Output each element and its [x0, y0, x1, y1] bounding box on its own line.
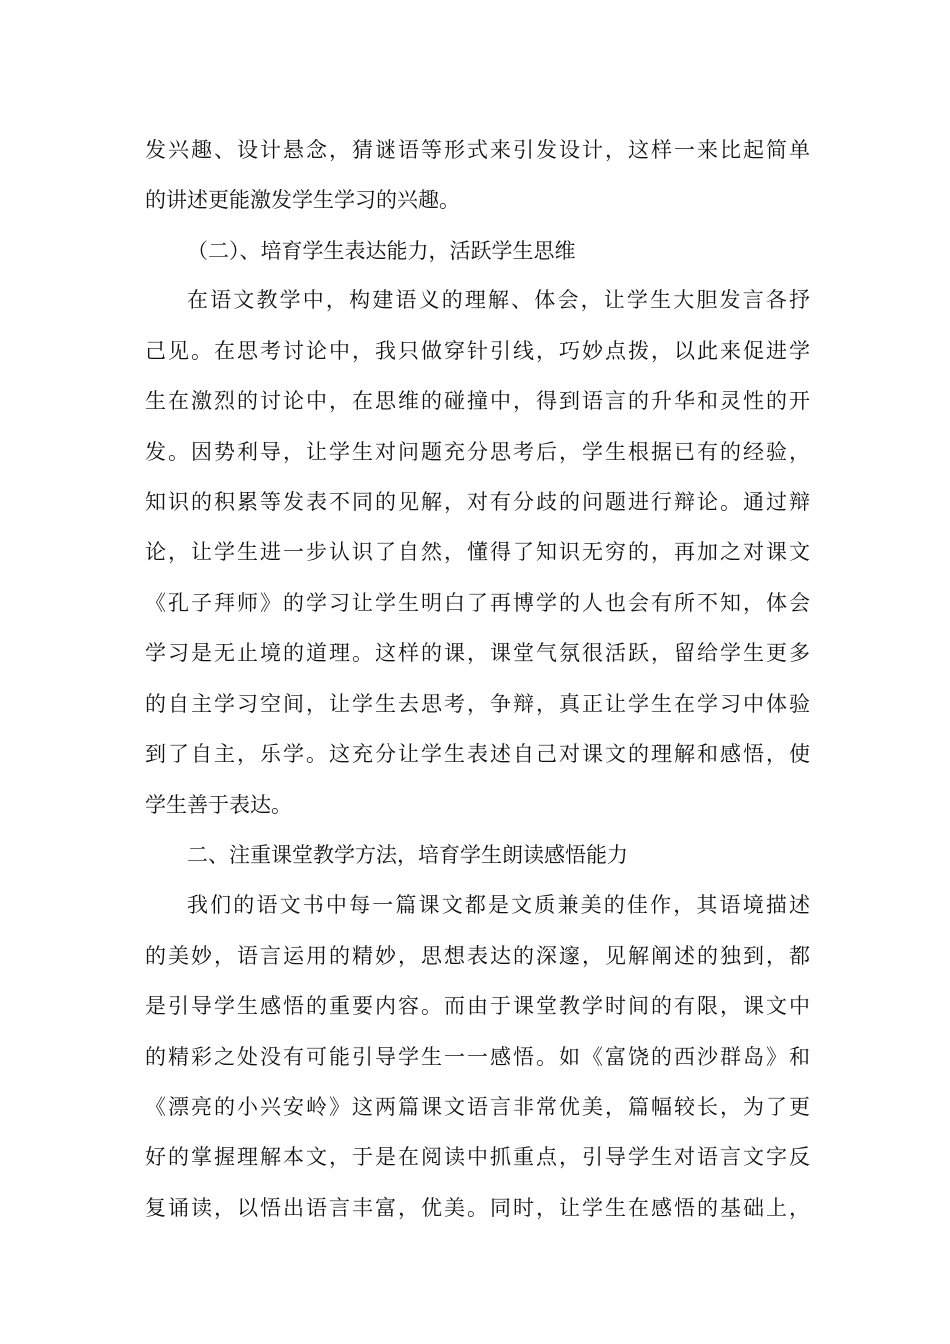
text-line: 的自主学习空间，让学生去思考，争辩，真正让学生在学习中体验: [145, 692, 810, 716]
text-line: 《孔子拜师》的学习让学生明白了再博学的人也会有所不知，体会: [145, 591, 810, 615]
text-line: 到了自主，乐学。这充分让学生表述自己对课文的理解和感悟，使: [145, 742, 810, 766]
text-line: 好的掌握理解本文，于是在阅读中抓重点，引导学生对语言文字反: [145, 1145, 810, 1169]
section-heading: 二、注重课堂教学方法，培育学生朗读感悟能力: [187, 843, 628, 867]
text-line: 在语文教学中，构建语义的理解、体会，让学生大胆发言各抒: [187, 288, 810, 312]
text-line: 的讲述更能激发学生学习的兴趣。: [145, 188, 460, 212]
text-line: 《漂亮的小兴安岭》这两篇课文语言非常优美，篇幅较长，为了更: [145, 1095, 810, 1119]
text-line: 发兴趣、设计悬念，猜谜语等形式来引发设计，这样一来比起简单: [145, 138, 810, 162]
text-line: 知识的积累等发表不同的见解，对有分歧的问题进行辩论。通过辩: [145, 490, 810, 514]
text-line: 的美妙，语言运用的精妙，思想表达的深邃，见解阐述的独到，都: [145, 944, 810, 968]
text-line: 复诵读，以悟出语言丰富，优美。同时，让学生在感悟的基础上，: [145, 1196, 810, 1220]
text-line: 学习是无止境的道理。这样的课，课堂气氛很活跃，留给学生更多: [145, 641, 810, 665]
text-line: 论，让学生进一步认识了自然，懂得了知识无穷的，再加之对课文: [145, 540, 810, 564]
text-line: 发。因势利导，让学生对问题充分思考后，学生根据已有的经验，: [145, 440, 810, 464]
text-line: 己见。在思考讨论中，我只做穿针引线，巧妙点拨，以此来促进学: [145, 339, 810, 363]
text-line: 的精彩之处没有可能引导学生一一感悟。如《富饶的西沙群岛》和: [145, 1045, 810, 1069]
text-line: 我们的语文书中每一篇课文都是文质兼美的佳作，其语境描述: [187, 893, 810, 917]
text-line: 是引导学生感悟的重要内容。而由于课堂教学时间的有限，课文中: [145, 994, 810, 1018]
text-line: 学生善于表达。: [145, 793, 292, 817]
text-line: 生在激烈的讨论中，在思维的碰撞中，得到语言的升华和灵性的开: [145, 389, 810, 413]
section-heading: （二）、培育学生表达能力，活跃学生思维: [187, 239, 576, 263]
